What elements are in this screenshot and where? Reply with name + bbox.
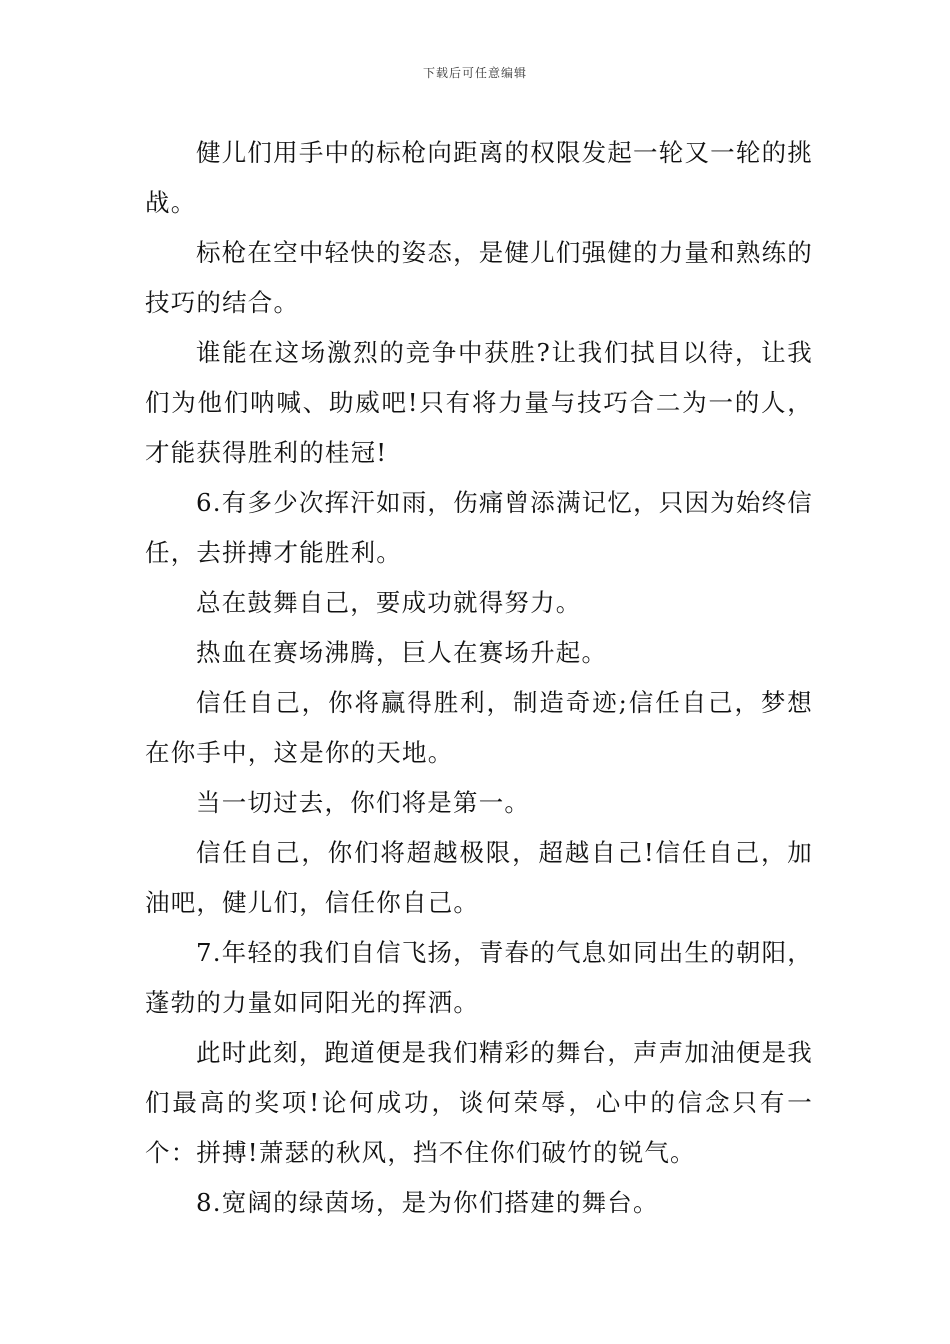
paragraph: 信任自己，你将赢得胜利，制造奇迹;信任自己，梦想在你手中，这是你的天地。: [145, 688, 813, 767]
paragraph: 总在鼓舞自己，要成功就得努力。: [196, 588, 582, 617]
paragraph: 8.宽阔的绿茵场，是为你们搭建的舞台。: [196, 1188, 659, 1217]
paragraph: 谁能在这场激烈的竞争中获胜?让我们拭目以待，让我们为他们呐喊、助威吧!只有将力量与技巧合二为一的人，才能获得胜利的桂冠!: [145, 338, 813, 467]
document-body: [145, 128, 813, 1228]
paragraph: 热血在赛场沸腾，巨人在赛场升起。: [196, 638, 608, 667]
page-header: 下载后可任意编辑: [422, 66, 527, 80]
paragraph: 此时此刻，跑道便是我们精彩的舞台，声声加油便是我们最高的奖项!论何成功，谈何荣辱，心中的信念只有一个：拼搏!萧瑟的秋风，挡不住你们破竹的锐气。: [145, 1038, 813, 1167]
paragraph: 信任自己，你们将超越极限，超越自己!信任自己，加油吧，健儿们，信任你自己。: [145, 838, 813, 917]
paragraph: 标枪在空中轻快的姿态，是健儿们强健的力量和熟练的技巧的结合。: [145, 238, 813, 317]
paragraph: 7.年轻的我们自信飞扬，青春的气息如同出生的朝阳，蓬勃的力量如同阳光的挥洒。: [145, 938, 813, 1017]
paragraph: 当一切过去，你们将是第一。: [196, 788, 531, 817]
paragraph: 6.有多少次挥汗如雨，伤痛曾添满记忆，只因为始终信任，去拼搏才能胜利。: [145, 488, 813, 567]
paragraph: 健儿们用手中的标枪向距离的权限发起一轮又一轮的挑战。: [145, 138, 813, 217]
